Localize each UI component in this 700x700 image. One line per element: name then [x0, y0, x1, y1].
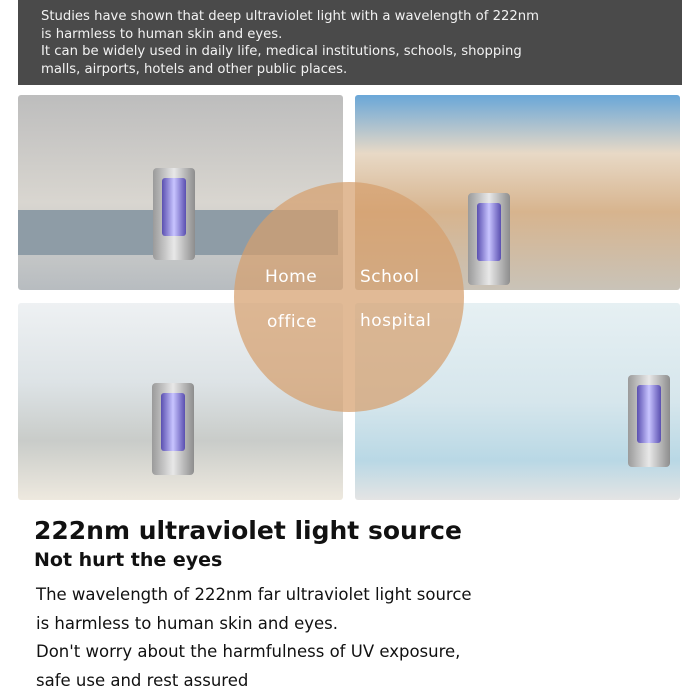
label-school: School [360, 267, 420, 287]
description-line: Don't worry about the harmfulness of UV exposure, [36, 642, 461, 661]
description-line: safe use and rest assured [36, 670, 249, 690]
uv-lamp-device [152, 383, 194, 475]
banner-line: malls, airports, hotels and other public places. [41, 61, 348, 77]
uv-lamp-device [468, 193, 510, 285]
label-hospital: hospital [360, 311, 432, 331]
banner-line: is harmless to human skin and eyes. [41, 26, 283, 42]
description [36, 581, 472, 695]
heading: 222nm ultraviolet light source [34, 516, 462, 545]
description-line: is harmless to human skin and eyes. [36, 613, 338, 633]
label-home: Home [265, 267, 318, 287]
scene-overlay-circle [234, 182, 464, 412]
description-line: The wavelength of 222nm far ultraviolet light source [36, 585, 472, 604]
uv-lamp-device [153, 168, 195, 260]
subheading: Not hurt the eyes [34, 549, 223, 571]
intro-banner [18, 0, 682, 85]
uv-lamp-device [628, 375, 670, 467]
label-office: office [267, 312, 317, 332]
banner-line: Studies have shown that deep ultraviolet light with a wavelength of 222nm [41, 9, 539, 24]
banner-line: It can be widely used in daily life, medical institutions, schools, shopping [41, 44, 522, 59]
